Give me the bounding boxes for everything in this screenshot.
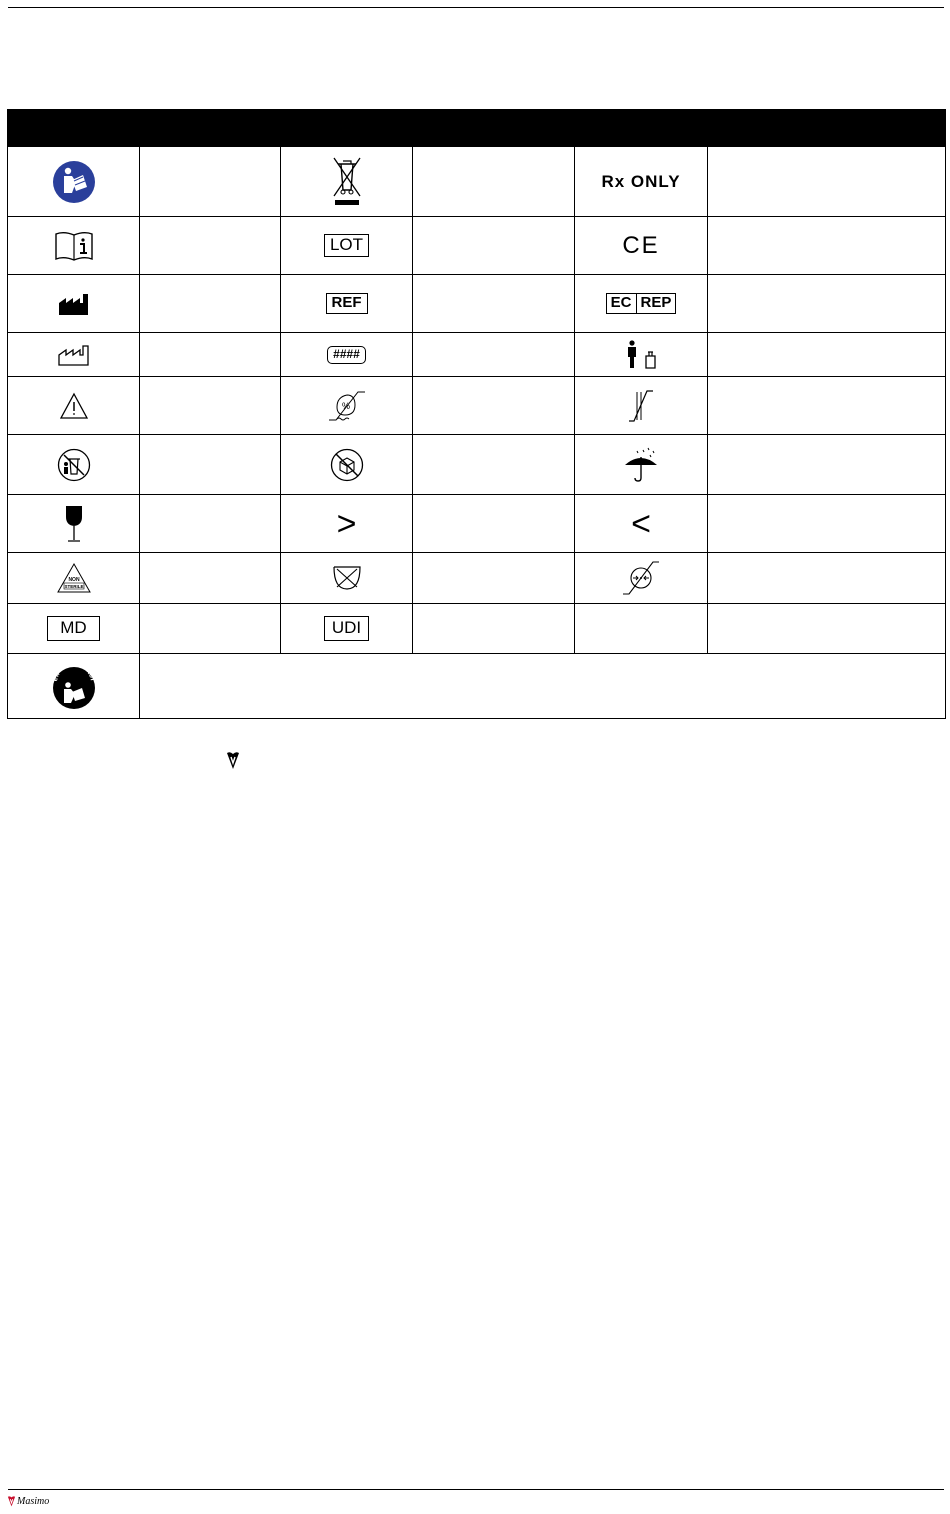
symbol-cell (575, 495, 708, 553)
symbol-cell (8, 377, 140, 435)
symbol-cell (281, 435, 413, 495)
table-row (8, 377, 946, 435)
ec-rep-right: REP (636, 294, 676, 313)
description-cell (413, 147, 575, 217)
table-header-row (8, 110, 946, 147)
symbol-cell (575, 604, 708, 654)
table-row (8, 495, 946, 553)
weee-disposal-icon (332, 156, 362, 208)
symbol-cell (8, 217, 140, 275)
header-symbol-3 (575, 110, 708, 147)
symbol-cell (281, 333, 413, 377)
medical-device-symbol: MD (47, 616, 99, 641)
table-row (8, 217, 946, 275)
description-cell (140, 333, 281, 377)
masimo-symbol-icon (226, 750, 240, 770)
description-cell (413, 435, 575, 495)
description-cell (708, 147, 946, 217)
table-row (8, 333, 946, 377)
rx-only-symbol: Rx ONLY (601, 171, 681, 191)
description-cell (708, 604, 946, 654)
caution-icon (60, 393, 88, 419)
description-cell (708, 377, 946, 435)
description-cell (413, 495, 575, 553)
bottom-rule (8, 1489, 944, 1490)
ec-rep-left: EC (610, 294, 632, 312)
keep-dry-icon (623, 447, 659, 483)
symbol-cell (281, 217, 413, 275)
patient-weight-icon (625, 340, 657, 370)
greater-than-symbol: > (336, 504, 357, 543)
consult-instructions-icon (54, 231, 94, 261)
table-row (8, 275, 946, 333)
ce-mark-symbol: CE (622, 231, 660, 259)
symbol-cell (8, 333, 140, 377)
humidity-percent-label: % (341, 400, 350, 411)
do-not-use-if-damaged-icon (330, 448, 364, 482)
table-row (8, 147, 946, 217)
description-cell (140, 147, 281, 217)
description-cell (140, 275, 281, 333)
symbol-cell (281, 604, 413, 654)
eifu-indicator-icon (49, 658, 98, 711)
description-cell (413, 377, 575, 435)
description-cell (140, 217, 281, 275)
symbol-cell (281, 275, 413, 333)
symbol-cell (281, 147, 413, 217)
symbols-table (7, 109, 946, 719)
description-cell (140, 495, 281, 553)
udi-symbol: UDI (324, 616, 369, 641)
symbol-cell (575, 435, 708, 495)
temperature-limitation-icon (627, 388, 655, 424)
description-cell (708, 217, 946, 275)
masimo-logo-icon (7, 1495, 16, 1507)
fragile-icon (64, 505, 84, 543)
less-than-symbol: < (631, 504, 651, 543)
non-sterile-icon (57, 563, 91, 593)
description-cell (413, 604, 575, 654)
eifu-label: eIFU Indicator (49, 658, 98, 682)
symbol-cell (8, 275, 140, 333)
symbol-cell (281, 495, 413, 553)
description-cell (708, 333, 946, 377)
description-cell (140, 553, 281, 604)
symbol-cell (8, 553, 140, 604)
description-cell (708, 435, 946, 495)
symbol-cell (575, 553, 708, 604)
description-cell (140, 377, 281, 435)
atmospheric-pressure-limitation-icon (621, 560, 661, 596)
symbol-cell (575, 147, 708, 217)
header-symbol-1 (8, 110, 140, 147)
ref-symbol: REF (326, 293, 368, 314)
description-cell (708, 275, 946, 333)
symbol-cell (8, 147, 140, 217)
symbol-cell (575, 275, 708, 333)
description-cell (708, 553, 946, 604)
date-of-manufacture-icon (58, 344, 90, 366)
symbol-cell (8, 604, 140, 654)
description-cell (413, 217, 575, 275)
symbol-cell (8, 435, 140, 495)
description-cell (413, 333, 575, 377)
symbol-cell (8, 495, 140, 553)
model-number-symbol: #### (327, 346, 366, 363)
top-rule (8, 7, 944, 8)
separate-collection-icon (57, 448, 91, 482)
not-made-with-latex-icon (332, 565, 362, 591)
table-row (8, 654, 946, 719)
non-sterile-line2: STERILE (63, 584, 84, 589)
description-cell (413, 553, 575, 604)
manufacturer-icon (59, 293, 89, 315)
description-cell (708, 495, 946, 553)
humidity-limitation-icon (327, 389, 367, 423)
non-sterile-line1: NON (67, 577, 80, 583)
operating-instructions-icon (52, 160, 96, 204)
symbol-cell (575, 377, 708, 435)
symbol-cell (575, 333, 708, 377)
symbol-cell (575, 217, 708, 275)
table-row (8, 553, 946, 604)
footer-logo (7, 1494, 49, 1508)
header-description-1 (140, 110, 281, 147)
header-description-3 (708, 110, 946, 147)
description-cell-wide (140, 654, 946, 719)
description-cell (413, 275, 575, 333)
table-row (8, 435, 946, 495)
ec-rep-symbol (606, 293, 677, 314)
header-symbol-2 (281, 110, 413, 147)
footer-brand: Masimo (17, 1495, 50, 1507)
lot-symbol: LOT (324, 234, 369, 257)
header-description-2 (413, 110, 575, 147)
description-cell (140, 604, 281, 654)
symbol-cell (281, 377, 413, 435)
symbol-cell (8, 654, 140, 719)
symbol-cell (281, 553, 413, 604)
table-row (8, 604, 946, 654)
description-cell (140, 435, 281, 495)
